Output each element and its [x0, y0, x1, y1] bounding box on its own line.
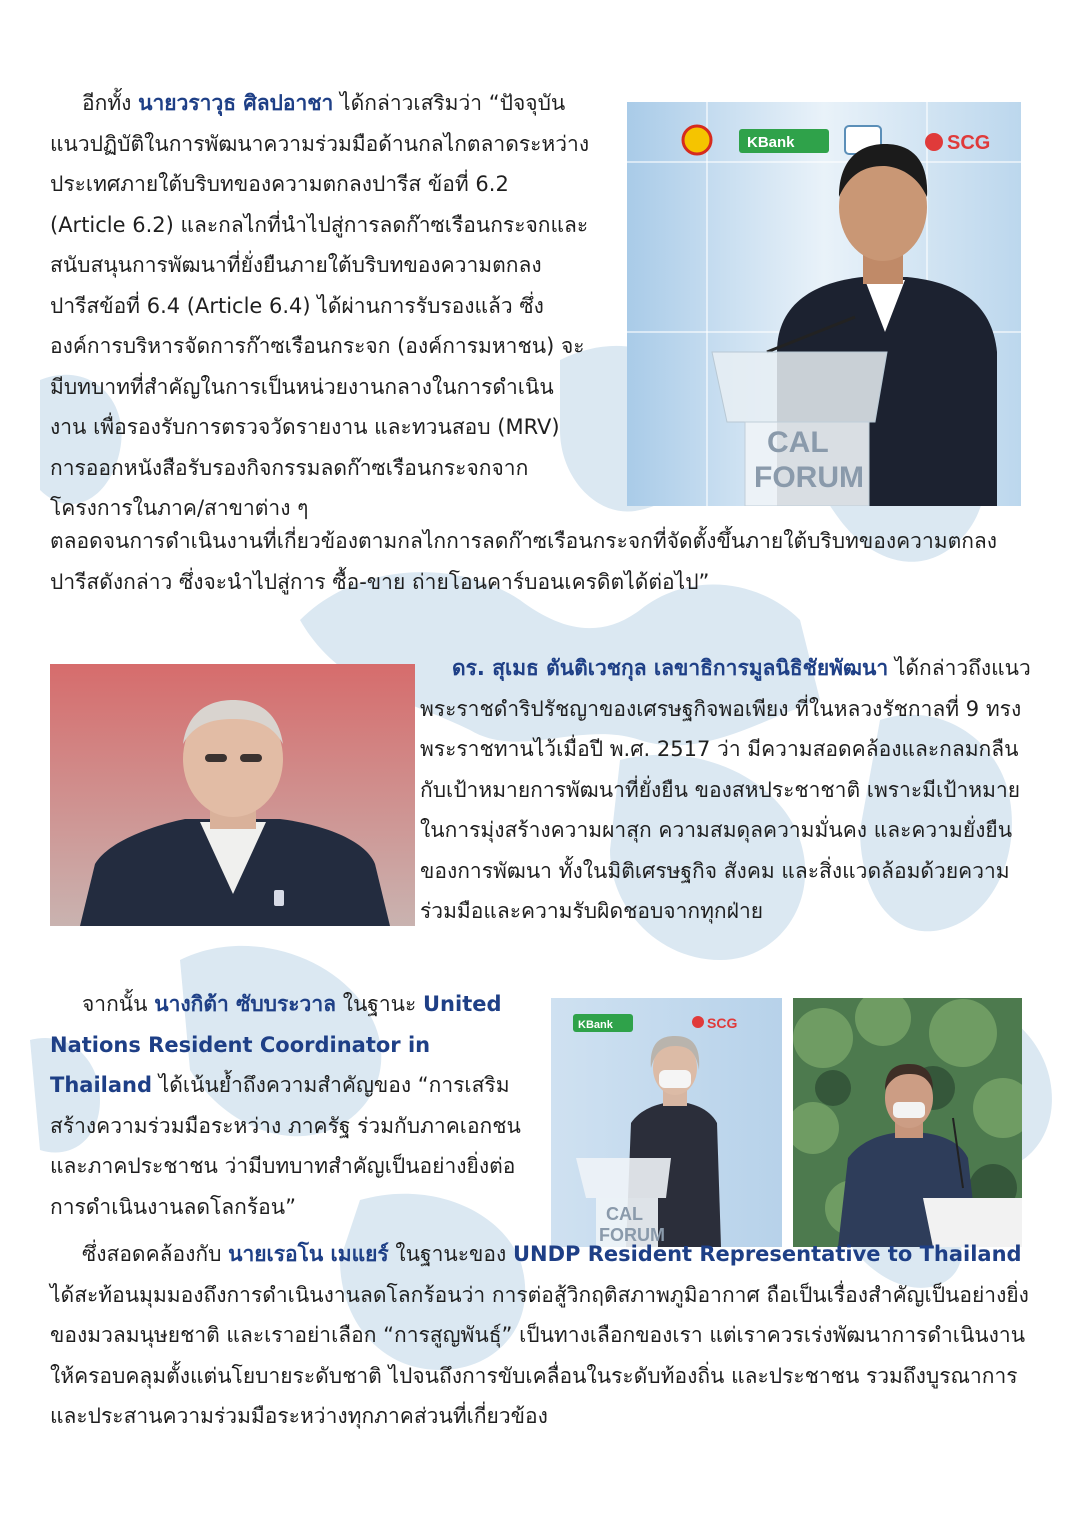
section3-mid: ในฐานะ — [342, 992, 417, 1016]
section2-body: ได้กล่าวถึงแนวพระราชดำริปรัชญาของเศรษฐกิจพอเพียง ที่ในหลวงรัชกาลที่ 9 ทรงพระราชทานไว้เมื่อปี พ.ศ. 2517 ว่า มีความสอดคล้องและกลมกลืนกับเป้าหมายการพัฒนาที่ยั่งยืน ของสหประชาชาติ เพราะมีเป้าหมายในการมุ่งสร้างความผาสุก ความสมดุลความมั่นคง และความยั่งยืนของการพัฒนา ทั้งในมิติเศรษฐกิจ สังคม และสิ่งแวดล้อมด้วยความร่วมมือและความรับผิดชอบจากทุกฝ่าย — [420, 656, 1031, 923]
speaker-name-renaud: นายเรอโน เมแยร์ — [228, 1242, 389, 1266]
photo-sumet-portrait — [50, 664, 415, 926]
section4-body: ได้สะท้อนมุมมองถึงการดำเนินงานลดโลกร้อนว่า การต่อสู้วิกฤติสภาพภูมิอากาศ ถือเป็นเรื่องสำคัญเป็นอย่างยิ่ง ของมวลมนุษยชาติ และเราอย่าเลือก “การสูญพันธุ์” เป็นทางเลือกของเรา แต่เราควรเร่งพัฒนาการดำเนินงานให้ครอบคลุมตั้งแต่นโยบายระดับชาติ ไปจนถึงการขับเคลื่อนในระดับท้องถิ่น และประชาชน รวมถึงบูรณาการและประสานความร่วมมือระหว่างทุกภาคส่วนที่เกี่ยวข้อง — [50, 1282, 1029, 1428]
section4-title: UNDP Resident Representative to Thailand — [512, 1242, 1022, 1266]
section1-body-continued: ตลอดจนการดำเนินงานที่เกี่ยวข้องตามกลไกการลดก๊าซเรือนกระจกที่จัดตั้งขึ้นภายใต้บริบทของความตกลงปารีสดังกล่าว ซึ่งจะนำไปสู่การ ซื้อ-ขาย ถ่ายโอนคาร์บอนเครดิตได้ต่อไป” — [50, 529, 998, 594]
kbank-logo-text-2: KBank — [578, 1019, 613, 1031]
section3-body: ได้เน้นย้ำถึงความสำคัญของ “การเสริมสร้างความร่วมมือระหว่าง ภาครัฐ ร่วมกับภาคเอกชน และภาคประชาชน ว่ามีบทบาทสำคัญเป็นอย่างยิ่งต่อการดำเนินงานลดโลกร้อน” — [50, 1073, 521, 1219]
section3-lead: จากนั้น — [82, 992, 148, 1016]
section3-paragraph — [50, 984, 522, 1227]
section1-body: ได้กล่าวเสริมว่า “ปัจจุบันแนวปฏิบัติในการพัฒนาความร่วมมือด้านกลไกตลาดระหว่างประเทศภายใต้บริบทของความตกลงปารีส ข้อที่ 6.2 (Article 6.2) และกลไกที่นำไปสู่การลดก๊าซเรือนกระจกและสนับสนุนการพัฒนาที่ยั่งยืนภายใต้บริบทของความตกลงปารีสข้อที่ 6.4 (Article 6.4) ได้ผ่านการรับรองแล้ว ซึ่งองค์การบริหารจัดการก๊าซเรือนกระจก (องค์การมหาชน) จะมีบทบาทที่สำคัญในการเป็นหน่วยงานกลางในการดำเนินงาน เพื่อรองรับการตรวจวัดรายงาน และทวนสอบ (MRV) การออกหนังสือรับรองกิจกรรมลดก๊าซเรือนกระจกจากโครงการในภาค/สาขาต่าง ๆ — [50, 91, 590, 520]
cal-forum-line2: FORUM — [754, 461, 864, 494]
cal-forum-line2-2: FORUM — [599, 1225, 665, 1245]
kbank-logo-text: KBank — [747, 134, 795, 151]
section4-paragraph — [50, 1234, 1030, 1437]
scg-logo-text: SCG — [947, 132, 991, 154]
section1-lead: อีกทั้ง — [82, 91, 132, 115]
scg-logo-text-2: SCG — [707, 1015, 738, 1031]
cal-forum-line1: CAL — [767, 426, 829, 459]
speaker-name-sumet: ดร. สุเมธ ตันติเวชกุล เลขาธิการมูลนิธิชัยพัฒนา — [452, 656, 889, 680]
cal-forum-line1-2: CAL — [606, 1204, 643, 1224]
photo-varawut-at-podium — [627, 102, 1021, 506]
speaker-name-gita: นางกิต้า ซับบระวาล — [154, 992, 336, 1016]
section4-mid: ในฐานะของ — [395, 1242, 507, 1266]
section4-lead: ซึ่งสอดคล้องกับ — [82, 1242, 222, 1266]
section1-continuation — [50, 521, 1030, 602]
section2-paragraph — [420, 648, 1032, 932]
section1-paragraph — [50, 83, 590, 528]
photo-renaud-at-podium — [793, 998, 1022, 1247]
photo-gita-at-podium — [551, 998, 782, 1247]
section3-title: United Nations Resident Coordinator in Thailand — [50, 992, 502, 1097]
speaker-name-varawut: นายวราวุธ ศิลปอาชา — [138, 91, 334, 115]
